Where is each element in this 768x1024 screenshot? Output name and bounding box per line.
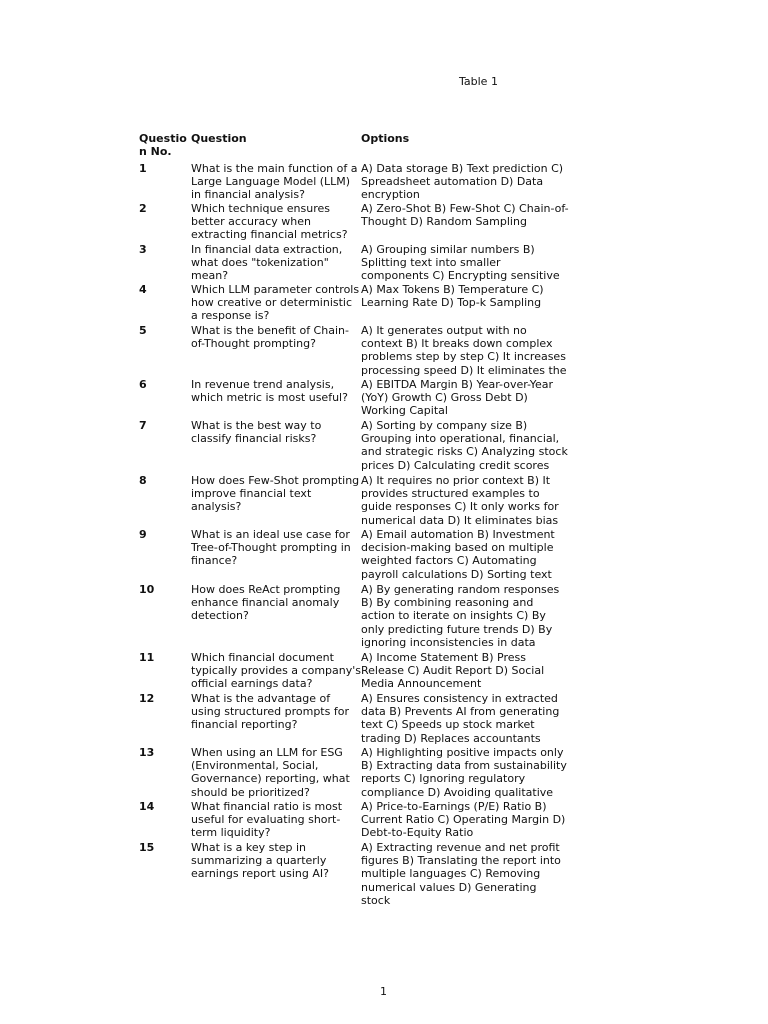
question-text: Which technique ensures better accuracy when extracting financial metrics? (191, 202, 348, 242)
question-options: A) Extracting revenue and net profit figures B) Translating the report into multiple languages C) Removing numerical values D) Generating stock (361, 841, 561, 907)
question-number: 5 (139, 324, 147, 337)
question-options: A) EBITDA Margin B) Year-over-Year (YoY) Growth C) Gross Debt D) Working Capital (361, 378, 554, 418)
question-options: A) Price-to-Earnings (P/E) Ratio B) Current Ratio C) Operating Margin D) Debt-to-Equity Ratio (361, 800, 566, 840)
question-text: Which financial document typically provides a company's official earnings data? (191, 651, 361, 691)
question-text: Which LLM parameter controls how creative or deterministic a response is? (191, 283, 360, 323)
question-number: 10 (139, 583, 155, 596)
table-row (139, 324, 569, 378)
table-row (139, 746, 569, 800)
table-row (139, 283, 569, 324)
header-question: Question (191, 132, 247, 145)
question-number: 8 (139, 474, 147, 487)
table-row (139, 841, 569, 907)
question-text: What financial ratio is most useful for evaluating short-term liquidity? (191, 800, 343, 840)
table-row (139, 162, 569, 202)
header-question-no: Question No. (139, 132, 187, 159)
question-options: A) It generates output with no context B) It breaks down complex problems step by step C) It increases processing speed D) It eliminates the (361, 324, 567, 377)
header-options: Options (361, 132, 410, 145)
question-text: In financial data extraction, what does "tokenization" mean? (191, 243, 343, 283)
table-header-row (139, 132, 569, 162)
question-number: 12 (139, 692, 155, 705)
table-row (139, 800, 569, 841)
question-number: 15 (139, 841, 155, 854)
question-number: 3 (139, 243, 147, 256)
question-options: A) Data storage B) Text prediction C) Spreadsheet automation D) Data encryption (361, 162, 564, 202)
questions-table (139, 132, 569, 907)
table-row (139, 528, 569, 583)
question-number: 9 (139, 528, 147, 541)
question-text: In revenue trend analysis, which metric is most useful? (191, 378, 348, 405)
question-number: 13 (139, 746, 155, 759)
question-options: A) Zero-Shot B) Few-Shot C) Chain-of-Thought D) Random Sampling (361, 202, 569, 229)
question-text: How does ReAct prompting enhance financial anomaly detection? (191, 583, 341, 623)
question-options: A) Ensures consistency in extracted data B) Prevents AI from generating text C) Speeds up stock market trading D) Replaces accountants (361, 692, 560, 745)
question-text: What is an ideal use case for Tree-of-Thought prompting in finance? (191, 528, 351, 568)
question-number: 14 (139, 800, 155, 813)
page-number: 1 (380, 985, 387, 998)
question-text: What is the benefit of Chain-of-Thought prompting? (191, 324, 349, 351)
question-number: 4 (139, 283, 147, 296)
table-row (139, 651, 569, 692)
question-options: A) Sorting by company size B) Grouping into operational, financial, and strategic risks C) Analyzing stock prices D) Calculating credit scores (361, 419, 568, 472)
table-row (139, 243, 569, 283)
question-number: 7 (139, 419, 147, 432)
question-number: 11 (139, 651, 155, 664)
question-options: A) Income Statement B) Press Release C) Audit Report D) Social Media Announcement (361, 651, 545, 691)
question-text: What is a key step in summarizing a quarterly earnings report using AI? (191, 841, 329, 881)
table-row (139, 692, 569, 746)
question-number: 2 (139, 202, 147, 215)
table-row (139, 583, 569, 651)
question-number: 1 (139, 162, 147, 175)
table-caption: Table 1 (459, 75, 498, 88)
table-row (139, 378, 569, 419)
table-row (139, 474, 569, 528)
question-options: A) It requires no prior context B) It provides structured examples to guide responses C) It only works for numerical data D) It eliminates bias (361, 474, 559, 527)
question-options: A) Grouping similar numbers B) Splitting text into smaller components C) Encrypting sensitive (361, 243, 560, 283)
question-options: A) By generating random responses B) By combining reasoning and action to iterate on insights C) By only predicting future trends D) By ignoring inconsistencies in data (361, 583, 560, 649)
question-options: A) Highlighting positive impacts only B) Extracting data from sustainability reports C) Ignoring regulatory compliance D) Avoiding qualitative (361, 746, 567, 799)
question-text: What is the advantage of using structured prompts for financial reporting? (191, 692, 349, 732)
question-options: A) Max Tokens B) Temperature C) Learning Rate D) Top-k Sampling (361, 283, 544, 310)
table-row (139, 202, 569, 243)
question-text: What is the best way to classify financial risks? (191, 419, 322, 446)
question-text: What is the main function of a Large Language Model (LLM) in financial analysis? (191, 162, 358, 202)
question-options: A) Email automation B) Investment decision-making based on multiple weighted factors C) Automating payroll calculations D) Sorting text (361, 528, 555, 581)
question-text: How does Few-Shot prompting improve financial text analysis? (191, 474, 360, 514)
question-text: When using an LLM for ESG (Environmental, Social, Governance) reporting, what should be prioritized? (191, 746, 350, 799)
table-row (139, 419, 569, 474)
question-number: 6 (139, 378, 147, 391)
